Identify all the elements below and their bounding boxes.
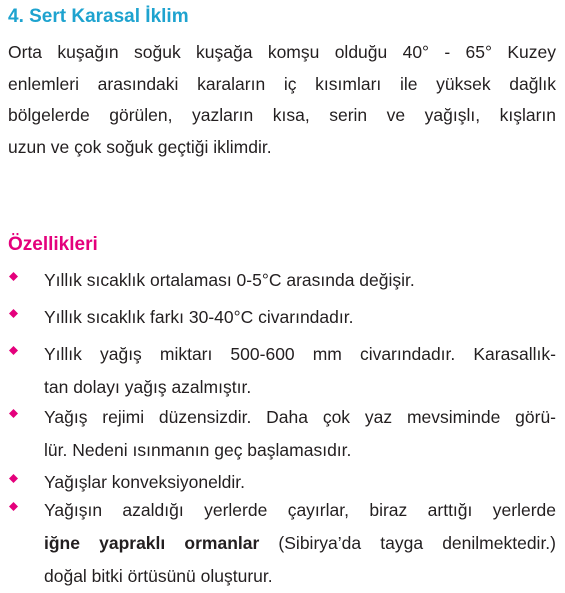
feature-line: Yıllık sıcaklık farkı 30-40°C civarındadır. — [44, 307, 354, 327]
features-title: Özellikleri — [8, 234, 98, 255]
feature-text — [44, 264, 556, 297]
feature-line: tan dolayı yağış azalmıştır. — [44, 377, 252, 397]
diamond-bullet-icon — [9, 346, 18, 355]
feature-text — [44, 338, 556, 404]
feature-line: lür. Nedeni ısınmanın geç başlamasıdır. — [44, 440, 352, 460]
feature-line: doğal bitki örtüsünü oluşturur. — [44, 566, 273, 586]
intro-line: uzun ve çok soğuk geçtiği iklimdir. — [8, 136, 272, 157]
diamond-bullet-icon — [9, 502, 18, 511]
feature-text — [44, 401, 556, 467]
diamond-bullet-icon — [9, 409, 18, 418]
feature-line: Yağışlar konveksiyoneldir. — [44, 472, 246, 492]
intro-line: bölgelerde görülen, yazların kısa, serin ve yağışlı, kışların — [8, 105, 556, 125]
diamond-bullet-icon — [9, 474, 18, 483]
diamond-bullet-icon — [9, 272, 18, 281]
feature-line: Yağış rejimi düzensizdir. Daha çok yaz mevsiminde görü- — [44, 407, 556, 427]
feature-line — [44, 527, 556, 560]
intro-line: Orta kuşağın soğuk kuşağa komşu olduğu 40° - 65° Kuzey — [8, 42, 556, 62]
bold-term: iğne yapraklı ormanlar — [44, 533, 260, 553]
feature-line-rest: (Sibirya’da tayga denilmektedir.) — [259, 533, 556, 553]
feature-text — [44, 301, 556, 334]
feature-line: Yıllık yağış miktarı 500-600 mm civarındadır. Karasallık- — [44, 344, 556, 364]
intro-paragraph — [8, 37, 556, 163]
feature-line: Yağışın azaldığı yerlerde çayırlar, biraz arttığı yerlerde — [44, 500, 556, 520]
feature-text — [44, 494, 556, 593]
diamond-bullet-icon — [9, 309, 18, 318]
intro-line: enlemleri arasındaki karaların iç kısımları ile yüksek dağlık — [8, 73, 556, 94]
section-title: 4. Sert Karasal İklim — [8, 6, 189, 27]
feature-line: Yıllık sıcaklık ortalaması 0-5°C arasında değişir. — [44, 270, 415, 290]
